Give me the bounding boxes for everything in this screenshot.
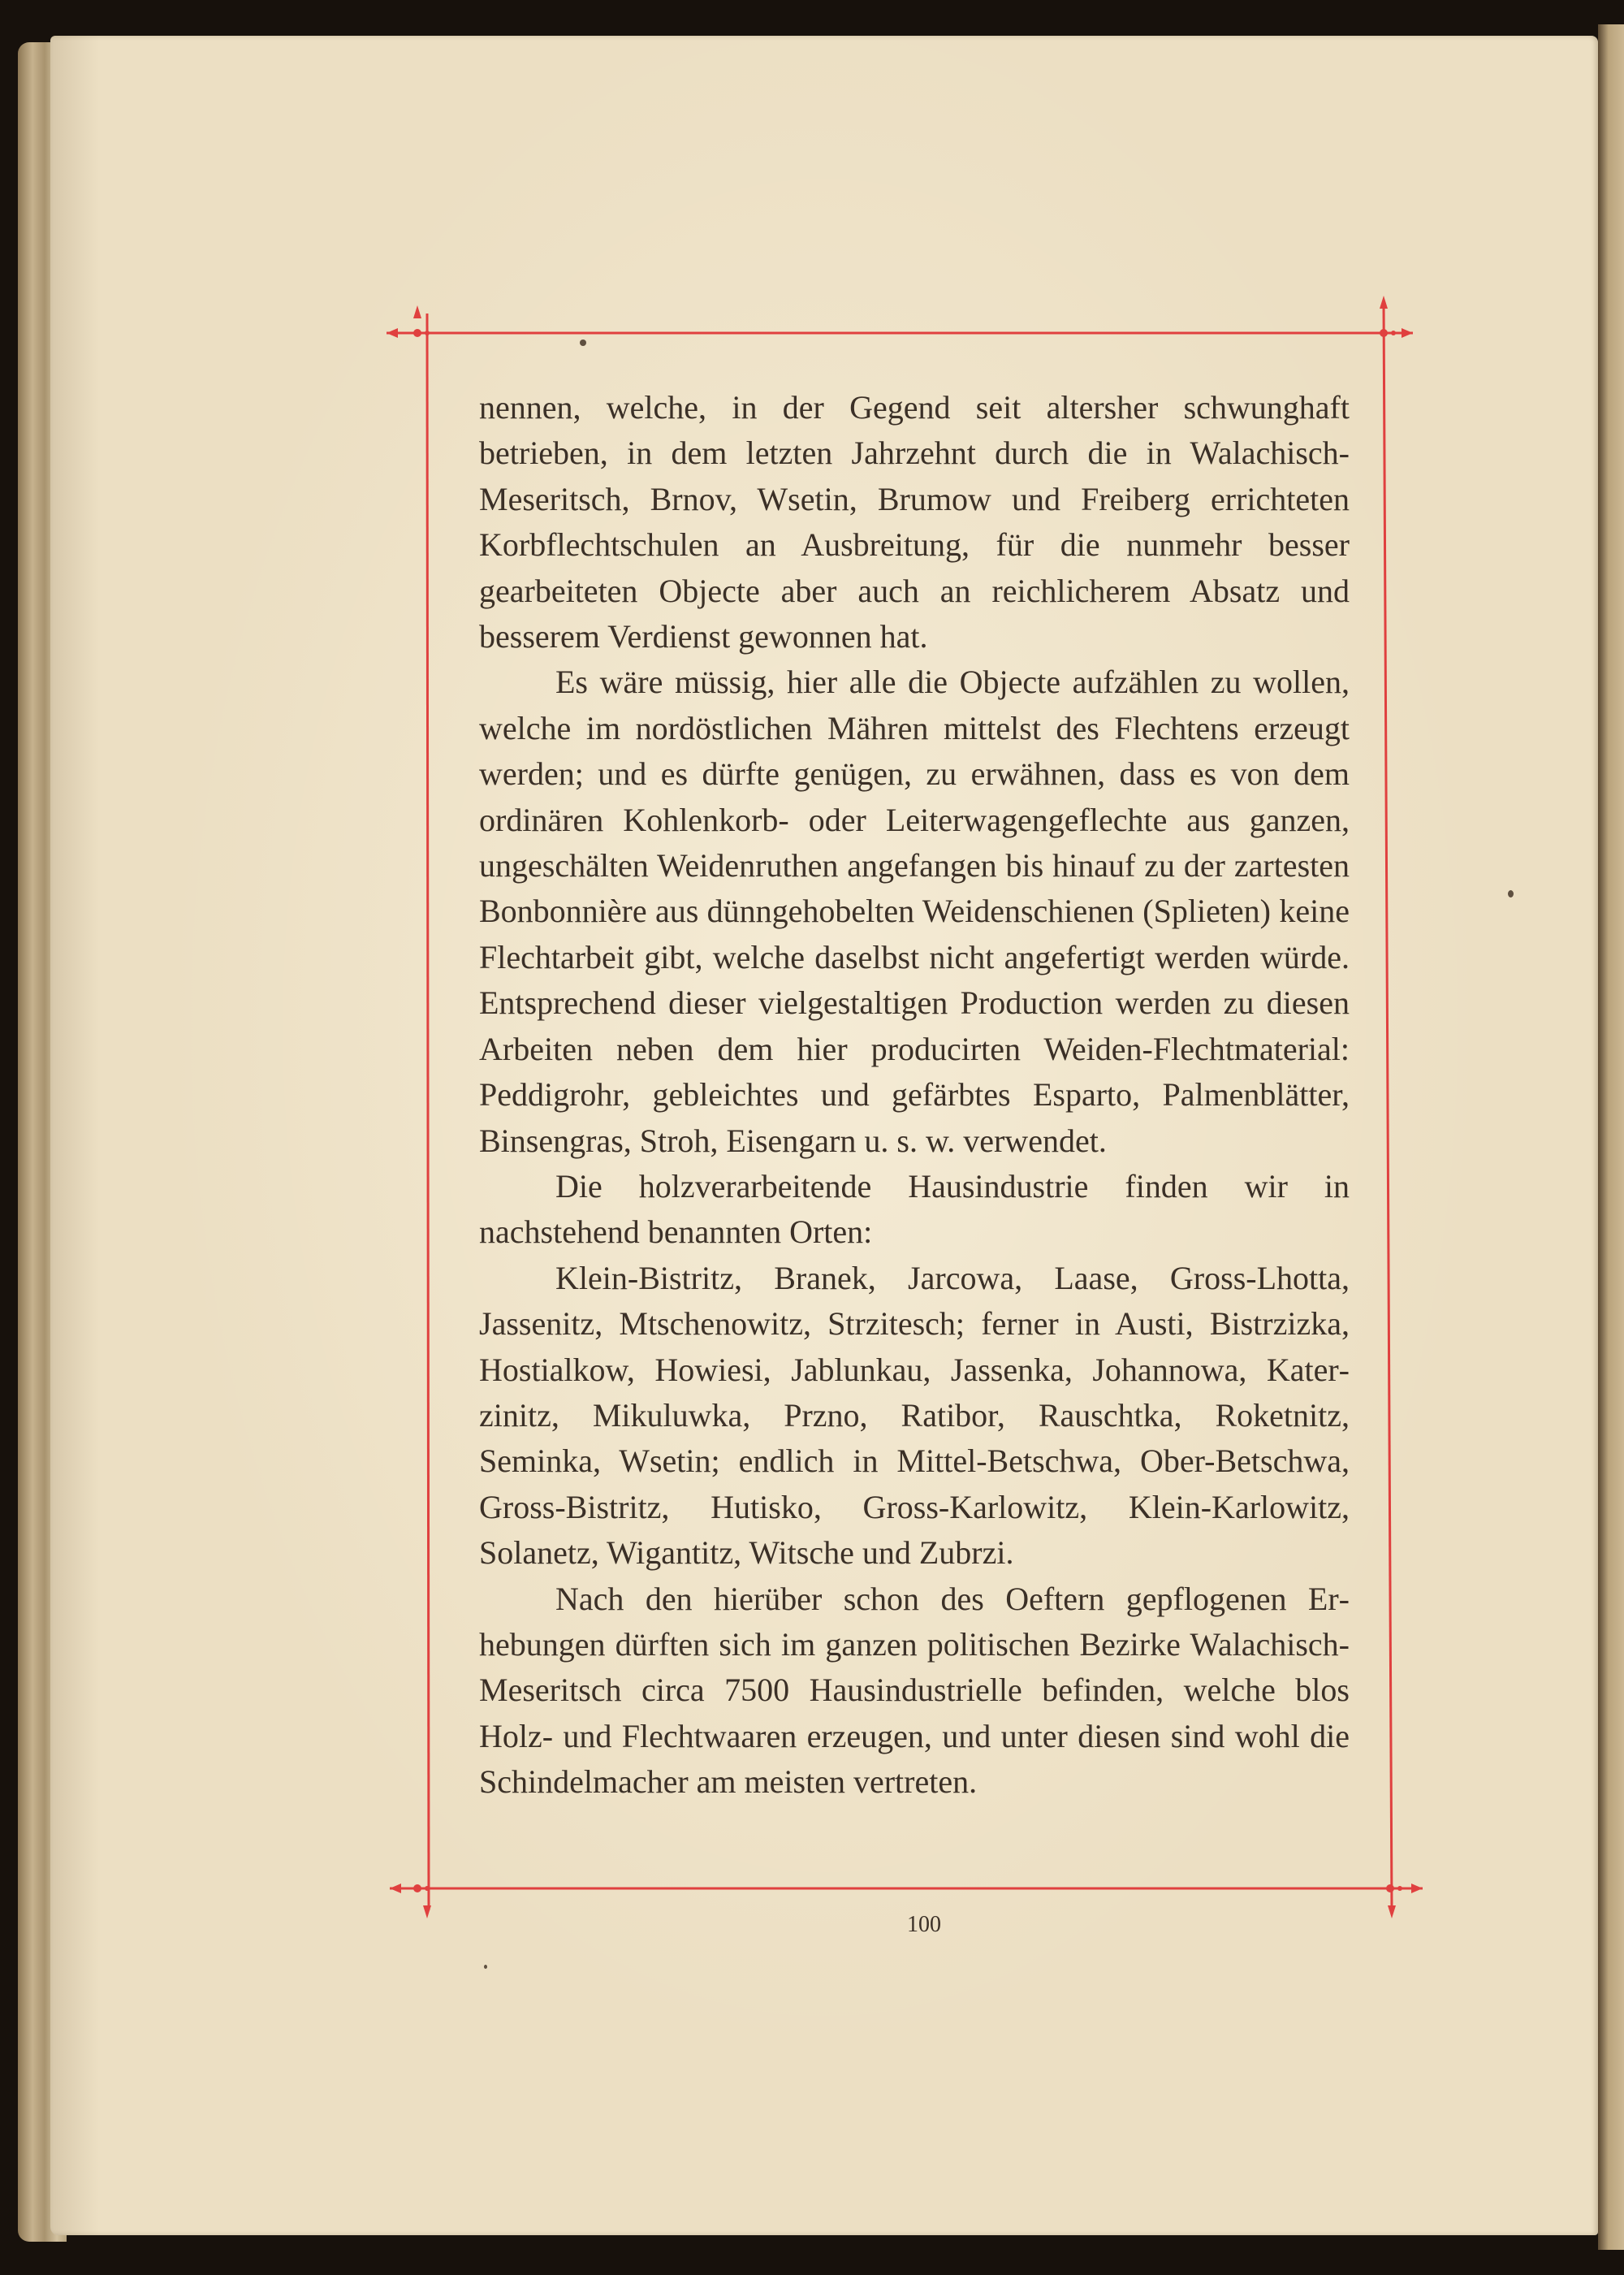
paragraph-1: nennen, welche, in der Gegend seit altersher schwunghaft betrieben, in dem letzten Jahrzehnt durch die in Walachisch-Meseritsch, Brnov, Wsetin, Brumow und Freiberg errichteten Korbflechtschulen an Ausbreitung, für die nunmehr besser gearbeiteten Objecte aber auch an reichlicherem Absatz und besserem Verdienst gewonnen hat.	[479, 389, 1350, 655]
paper-speck	[484, 1965, 487, 1969]
paper-speck	[1508, 890, 1514, 897]
paragraph-4: Klein-Bistritz, Branek, Jarcowa, Laase, Gross-Lhotta, Jassenitz, Mtschenowitz, Strzitesch; ferner in Austi, Bistrzizka, Hostialkow, Howiesi, Jablunkau, Jassenka, Johannowa, Katerzinitz, Mikuluwka, Przno, Ratibor, Rauschtka, Roketnitz, Seminka, Wsetin; endlich in Mittel-Betschwa, Ober-Betschwa, Gross-Bistritz, Hutisko, Gross-Karlowitz, Klein-Karlowitz, Solanetz, Wigantitz, Witsche und Zubrzi.	[479, 1259, 1350, 1572]
paragraph-3: Die holzverarbeitende Hausindustrie finden wir in nachstehend benannten Orten:	[479, 1167, 1350, 1251]
body-text	[479, 385, 1350, 1806]
facing-page-edge	[1598, 24, 1624, 2250]
paragraph-5: Nach den hierüber schon des Oeftern gepflogenen Erhebungen dürften sich im ganzen politischen Bezirke Walachisch-Meseritsch circa 7500 Hausindustrielle befinden, welche blos Holz- und Flechtwaaren erzeugen, und unter diesen sind wohl die Schindelmacher am meisten vertreten.	[479, 1580, 1350, 1801]
page-number: 100	[907, 1912, 941, 1937]
paragraph-2: Es wäre müssig, hier alle die Objecte aufzählen zu wollen, welche im nordöstlichen Mähren mittelst des Flechtens erzeugt werden; und es dürfte genügen, zu erwähnen, dass es von dem ordinären Kohlenkorb- oder Leiterwagengeflechte aus ganzen, ungeschälten Weidenruthen angefangen bis hinauf zu der zartesten Bonbonnière aus dünngehobelten Weidenschienen (Splieten) keine Flechtarbeit gibt, welche daselbst nicht angefertigt werden würde. Entsprechend dieser vielgestaltigen Production werden zu diesen Arbeiten neben dem hier producirten Weiden-Flechtmaterial: Peddigrohr, gebleichtes und gefärbtes Esparto, Palmenblätter, Binsengras, Stroh, Eisengarn u. s. w. verwendet.	[479, 664, 1350, 1159]
paper-speck	[580, 340, 586, 346]
